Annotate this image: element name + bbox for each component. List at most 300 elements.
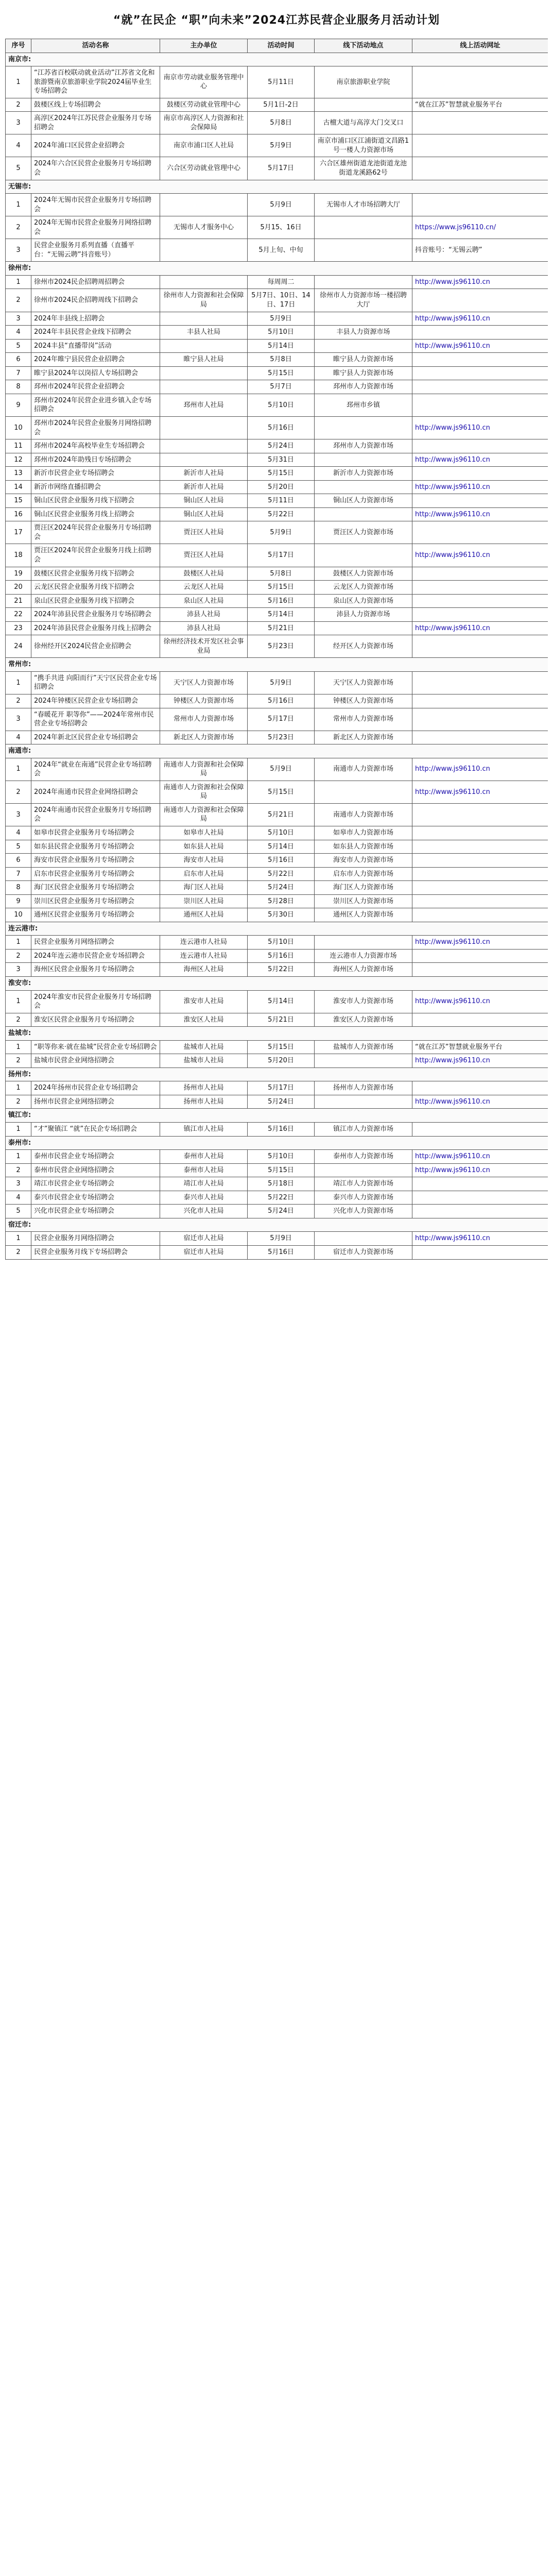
cell-organizer: 连云港市人社局 [160, 949, 248, 963]
cell-index: 4 [6, 826, 31, 840]
cell-index: 3 [6, 963, 31, 977]
cell-event-name: 2024年无锡市民营企业服务月专场招聘会 [31, 194, 160, 216]
cell-index: 2 [6, 1245, 31, 1259]
table-row [6, 621, 548, 635]
cell-organizer: 淮安市人社局 [160, 990, 248, 1013]
cell-event-name: 泰州市民营企业网络招聘会 [31, 1163, 160, 1177]
cell-offline-location [315, 216, 412, 239]
cell-online-url [412, 708, 548, 731]
cell-online-url [412, 1123, 548, 1137]
cell-event-time: 5月11日 [248, 66, 315, 98]
cell-offline-location: 徐州市人力资源市场一楼招聘大厅 [315, 289, 412, 312]
table-row [6, 1150, 548, 1164]
cell-event-name: 民营企业服务月系列直播（直播平台：“无锡云聘”抖音账号） [31, 239, 160, 262]
cell-event-time: 5月9日 [248, 194, 315, 216]
cell-index: 17 [6, 521, 31, 544]
cell-event-name: 徐州市2024民企招聘周线下招聘会 [31, 289, 160, 312]
cell-online-url [412, 380, 548, 394]
cell-online-url [412, 1191, 548, 1205]
cell-event-name: 徐州市2024民企招聘周招聘会 [31, 275, 160, 289]
header-offline-location: 线下活动地点 [315, 39, 412, 53]
cell-organizer: 鼓楼区人社局 [160, 567, 248, 581]
cell-offline-location [315, 1054, 412, 1068]
cell-offline-location [315, 453, 412, 467]
cell-index: 3 [6, 112, 31, 134]
cell-event-time: 5月16日 [248, 854, 315, 868]
table-row [6, 216, 548, 239]
online-url-link[interactable]: http://www.js96110.cn [415, 551, 490, 560]
cell-online-url [412, 134, 548, 157]
cell-event-time: 5月15日 [248, 581, 315, 595]
cell-offline-location: 如东县人力资源市场 [315, 840, 412, 854]
cell-offline-location: 古檀大道与高淳大门交叉口 [315, 112, 412, 134]
table-row [6, 708, 548, 731]
cell-index: 15 [6, 494, 31, 508]
cell-event-time: 5月16日 [248, 694, 315, 708]
cell-event-time: 5月28日 [248, 894, 315, 908]
cell-organizer: 连云港市人社局 [160, 936, 248, 950]
cell-online-url [412, 216, 548, 239]
cell-event-name: 贾汪区2024年民营企业服务月线上招聘会 [31, 544, 160, 567]
online-url-link[interactable]: http://www.js96110.cn [415, 1057, 490, 1065]
city-name: 盐城市: [6, 1027, 548, 1041]
cell-online-url [412, 1205, 548, 1218]
header-event-time: 活动时间 [248, 39, 315, 53]
cell-index: 2 [6, 289, 31, 312]
cell-online-url [412, 854, 548, 868]
cell-offline-location [315, 781, 412, 803]
online-url-link[interactable]: http://www.js96110.cn [415, 1234, 490, 1243]
cell-index: 1 [6, 66, 31, 98]
cell-offline-location: 睢宁县人力资源市场 [315, 353, 412, 367]
cell-online-url [412, 635, 548, 658]
online-url-link[interactable]: http://www.js96110.cn [415, 765, 490, 773]
cell-event-time: 5月9日 [248, 521, 315, 544]
cell-offline-location: 铜山区人力资源市场 [315, 494, 412, 508]
cell-event-time: 5月21日 [248, 803, 315, 826]
city-section-row [6, 1067, 548, 1081]
header-organizer: 主办单位 [160, 39, 248, 53]
cell-event-time: 5月22日 [248, 867, 315, 881]
cell-event-name: 民营企业服务月网络招聘会 [31, 936, 160, 950]
cell-organizer: 贾汪区人社局 [160, 521, 248, 544]
cell-event-time: 5月16日 [248, 1123, 315, 1137]
table-row [6, 1191, 548, 1205]
cell-offline-location: 经开区人力资源市场 [315, 635, 412, 658]
cell-organizer: 扬州市人社局 [160, 1095, 248, 1109]
cell-online-url [412, 1177, 548, 1191]
cell-event-time: 5月8日 [248, 112, 315, 134]
cell-event-name: 新沂市民营企业专场招聘会 [31, 467, 160, 481]
cell-event-name: 鼓楼区线上专场招聘会 [31, 98, 160, 112]
cell-offline-location [315, 480, 412, 494]
cell-index: 16 [6, 507, 31, 521]
cell-event-name: 2024年淮安市民营企业服务月专场招聘会 [31, 990, 160, 1013]
cell-event-name: 2024年连云港市民营企业专场招聘会 [31, 949, 160, 963]
cell-index: 18 [6, 544, 31, 567]
cell-organizer [160, 275, 248, 289]
cell-index: 1 [6, 1040, 31, 1054]
cell-index: 24 [6, 635, 31, 658]
table-row [6, 467, 548, 481]
cell-event-name: 云龙区民营企业服务月线下招聘会 [31, 581, 160, 595]
cell-event-time: 5月22日 [248, 507, 315, 521]
cell-event-name: 盐城市民营企业网络招聘会 [31, 1054, 160, 1068]
cell-index: 1 [6, 1232, 31, 1246]
cell-index: 8 [6, 380, 31, 394]
cell-index: 1 [6, 990, 31, 1013]
cell-index: 5 [6, 840, 31, 854]
cell-event-name: 如东县民营企业服务月专场招聘会 [31, 840, 160, 854]
cell-organizer: 宿迁市人社局 [160, 1245, 248, 1259]
cell-offline-location: 新沂市人力资源市场 [315, 467, 412, 481]
cell-offline-location: 南通市人力资源市场 [315, 803, 412, 826]
table-row [6, 380, 548, 394]
online-url-link[interactable]: http://www.js96110.cn [415, 788, 490, 796]
cell-organizer [160, 239, 248, 262]
table-row [6, 353, 548, 367]
cell-offline-location: 六合区雄州街道龙池街道龙池街道龙溪路62号 [315, 157, 412, 180]
cell-index: 11 [6, 439, 31, 453]
cell-organizer: 新北区人力资源市场 [160, 731, 248, 744]
cell-online-url [412, 366, 548, 380]
cell-index: 3 [6, 312, 31, 326]
city-section-row [6, 744, 548, 758]
table-row [6, 312, 548, 326]
table-row [6, 671, 548, 694]
cell-event-time: 5月15日 [248, 1040, 315, 1054]
cell-event-name: 高淳区2024年江苏民营企业服务月专场招聘会 [31, 112, 160, 134]
cell-event-time: 5月9日 [248, 671, 315, 694]
cell-event-time: 5月23日 [248, 635, 315, 658]
cell-offline-location: 泉山区人力资源市场 [315, 594, 412, 608]
cell-index: 9 [6, 894, 31, 908]
cell-organizer: 靖江市人社局 [160, 1177, 248, 1191]
cell-index: 12 [6, 453, 31, 467]
cell-event-name: 靖江市民营企业专场招聘会 [31, 1177, 160, 1191]
city-name: 淮安市: [6, 977, 548, 991]
cell-event-time: 5月10日 [248, 326, 315, 340]
cell-index: 3 [6, 239, 31, 262]
cell-organizer: 徐州市人力资源和社会保障局 [160, 289, 248, 312]
table-row [6, 1245, 548, 1259]
online-url-link[interactable]: http://www.js96110.cn [415, 342, 490, 350]
cell-offline-location: 海安市人力资源市场 [315, 854, 412, 868]
cell-event-name: “春暖花开 职等你”——2024年常州市民营企业专场招聘会 [31, 708, 160, 731]
cell-offline-location [315, 239, 412, 262]
table-row [6, 594, 548, 608]
cell-organizer: 南通市人力资源和社会保障局 [160, 803, 248, 826]
cell-online-url [412, 1245, 548, 1259]
cell-index: 2 [6, 694, 31, 708]
table-row [6, 112, 548, 134]
cell-event-time: 5月7日 [248, 380, 315, 394]
cell-offline-location: 邳州市人力资源市场 [315, 380, 412, 394]
online-url-link[interactable]: http://www.js96110.cn [415, 483, 490, 491]
online-url-link[interactable]: http://www.js96110.cn [415, 455, 490, 464]
cell-event-name: 新沂市网络直播招聘会 [31, 480, 160, 494]
cell-organizer: 南京市劳动就业服务管理中心 [160, 66, 248, 98]
cell-event-name: 海州区民营企业服务月专场招聘会 [31, 963, 160, 977]
cell-offline-location [315, 544, 412, 567]
table-row [6, 731, 548, 744]
cell-event-name: 贾汪区2024年民营企业服务月专场招聘会 [31, 521, 160, 544]
table-row [6, 157, 548, 180]
cell-index: 10 [6, 416, 31, 439]
cell-offline-location: 新北区人力资源市场 [315, 731, 412, 744]
table-row [6, 936, 548, 950]
table-row [6, 239, 548, 262]
cell-event-name: “职等你来·就在盐城”民营企业专场招聘会 [31, 1040, 160, 1054]
cell-index: 5 [6, 157, 31, 180]
cell-offline-location: 天宁区人力资源市场 [315, 671, 412, 694]
cell-online-url [412, 1013, 548, 1027]
cell-online-url [412, 936, 548, 950]
cell-event-name: 2024年沛县民营企业服务月线上招聘会 [31, 621, 160, 635]
cell-organizer: 启东市人社局 [160, 867, 248, 881]
cell-organizer [160, 194, 248, 216]
cell-index: 4 [6, 731, 31, 744]
cell-organizer: 海安市人社局 [160, 854, 248, 868]
cell-organizer: 如东县人社局 [160, 840, 248, 854]
cell-offline-location: 云龙区人力资源市场 [315, 581, 412, 595]
cell-organizer [160, 380, 248, 394]
cell-event-name: 徐州经开区2024民营企业招聘会 [31, 635, 160, 658]
cell-offline-location: 兴化市人力资源市场 [315, 1205, 412, 1218]
cell-index: 7 [6, 867, 31, 881]
cell-organizer: 通州区人社局 [160, 908, 248, 922]
cell-event-name: 启东市民营企业服务月专场招聘会 [31, 867, 160, 881]
cell-offline-location [315, 1095, 412, 1109]
cell-online-url [412, 781, 548, 803]
cell-event-time: 5月7日、10日、14日、17日 [248, 289, 315, 312]
cell-organizer: 铜山区人社局 [160, 494, 248, 508]
online-url-link[interactable]: http://www.js96110.cn [415, 314, 490, 323]
cell-offline-location: 崇川区人力资源市场 [315, 894, 412, 908]
cell-online-url [412, 803, 548, 826]
cell-online-url [412, 507, 548, 521]
cell-offline-location [315, 312, 412, 326]
cell-online-url [412, 394, 548, 416]
cell-organizer: 南京市浦口区人社局 [160, 134, 248, 157]
cell-online-url [412, 289, 548, 312]
cell-event-time: 5月23日 [248, 731, 315, 744]
cell-offline-location: 南京市浦口区江浦街道文昌路1号一楼人力资源市场 [315, 134, 412, 157]
cell-event-time: 5月15、16日 [248, 216, 315, 239]
plan-table [5, 39, 548, 1260]
cell-event-name: 2024年南通市民营企业服务月专场招聘会 [31, 803, 160, 826]
cell-offline-location [315, 339, 412, 353]
cell-online-url [412, 1081, 548, 1095]
online-url-link[interactable]: http://www.js96110.cn [415, 510, 490, 518]
table-row [6, 480, 548, 494]
cell-event-time: 5月24日 [248, 439, 315, 453]
cell-online-url [412, 963, 548, 977]
cell-organizer: 睢宁县人社局 [160, 353, 248, 367]
online-url-link[interactable]: http://www.js96110.cn [415, 1097, 490, 1106]
city-section-row [6, 922, 548, 936]
cell-offline-location: 无锡市人才市场招聘大厅 [315, 194, 412, 216]
cell-organizer: 泰兴市人社局 [160, 1191, 248, 1205]
city-name: 泰州市: [6, 1136, 548, 1150]
cell-event-time: 5月11日 [248, 494, 315, 508]
cell-organizer: 淮安区人社局 [160, 1013, 248, 1027]
city-section-row [6, 262, 548, 276]
cell-event-time: 5月16日 [248, 949, 315, 963]
cell-offline-location: 靖江市人力资源市场 [315, 1177, 412, 1191]
cell-event-name: 泰兴市民营企业专场招聘会 [31, 1191, 160, 1205]
table-row [6, 366, 548, 380]
city-section-row [6, 1027, 548, 1041]
cell-offline-location: 海州区人力资源市场 [315, 963, 412, 977]
cell-index: 7 [6, 366, 31, 380]
cell-organizer: 丰县人社局 [160, 326, 248, 340]
cell-online-url [412, 694, 548, 708]
table-row [6, 581, 548, 595]
city-name: 南通市: [6, 744, 548, 758]
cell-offline-location [315, 416, 412, 439]
cell-index: 2 [6, 1095, 31, 1109]
online-url-link[interactable]: http://www.js96110.cn [415, 1153, 490, 1161]
cell-event-time: 5月15日 [248, 781, 315, 803]
table-row [6, 275, 548, 289]
cell-index: 1 [6, 194, 31, 216]
cell-event-name: 2024年睢宁县民营企业招聘会 [31, 353, 160, 367]
table-row [6, 326, 548, 340]
cell-offline-location: 常州市人力资源市场 [315, 708, 412, 731]
online-url-link[interactable]: http://www.js96110.cn [415, 1166, 490, 1174]
cell-index: 4 [6, 1191, 31, 1205]
cell-index: 1 [6, 1123, 31, 1137]
cell-index: 6 [6, 854, 31, 868]
cell-index: 5 [6, 339, 31, 353]
table-row [6, 608, 548, 622]
cell-offline-location: 丰县人力资源市场 [315, 326, 412, 340]
table-row [6, 567, 548, 581]
cell-index: 2 [6, 949, 31, 963]
cell-online-url [412, 826, 548, 840]
online-url-link[interactable]: https://www.js96110.cn/ [415, 223, 496, 231]
cell-offline-location [315, 1232, 412, 1246]
cell-event-name: 铜山区民营企业服务月线下招聘会 [31, 494, 160, 508]
cell-index: 3 [6, 803, 31, 826]
cell-offline-location: 镇江市人力资源市场 [315, 1123, 412, 1137]
table-row [6, 194, 548, 216]
cell-online-url [412, 480, 548, 494]
cell-organizer: 云龙区人社局 [160, 581, 248, 595]
table-row [6, 289, 548, 312]
cell-online-url: “就在江苏”智慧就业服务平台 [412, 1040, 548, 1054]
cell-online-url [412, 312, 548, 326]
cell-event-name: 邳州市2024年民营企业服务月网络招聘会 [31, 416, 160, 439]
cell-event-time: 5月16日 [248, 416, 315, 439]
city-name: 扬州市: [6, 1067, 548, 1081]
cell-offline-location: 泰州市人力资源市场 [315, 1150, 412, 1164]
cell-event-name: 邳州市2024年民营企业招聘会 [31, 380, 160, 394]
online-url-link[interactable]: http://www.js96110.cn [415, 997, 490, 1006]
cell-index: 14 [6, 480, 31, 494]
cell-organizer: 盐城市人社局 [160, 1054, 248, 1068]
cell-event-name: 泉山区民营企业服务月线下招聘会 [31, 594, 160, 608]
cell-event-time: 5月24日 [248, 1095, 315, 1109]
cell-organizer: 泰州市人社局 [160, 1150, 248, 1164]
cell-offline-location [315, 1163, 412, 1177]
cell-event-time: 5月14日 [248, 339, 315, 353]
cell-online-url [412, 416, 548, 439]
cell-offline-location [315, 621, 412, 635]
table-row [6, 826, 548, 840]
city-name: 无锡市: [6, 180, 548, 194]
table-row [6, 134, 548, 157]
cell-online-url [412, 881, 548, 895]
cell-offline-location: 宿迁市人力资源市场 [315, 1245, 412, 1259]
cell-organizer [160, 312, 248, 326]
cell-organizer: 沛县人社局 [160, 621, 248, 635]
cell-index: 2 [6, 781, 31, 803]
table-row [6, 66, 548, 98]
cell-index: 9 [6, 394, 31, 416]
cell-online-url [412, 949, 548, 963]
cell-organizer: 如皋市人社局 [160, 826, 248, 840]
plan-table-container [5, 39, 548, 2576]
cell-offline-location [315, 98, 412, 112]
cell-offline-location: 如皋市人力资源市场 [315, 826, 412, 840]
cell-event-time: 5月17日 [248, 544, 315, 567]
cell-event-name: 2024年南通市民营企业网络招聘会 [31, 781, 160, 803]
online-url-link[interactable]: http://www.js96110.cn [415, 278, 490, 286]
cell-event-time: 5月16日 [248, 1245, 315, 1259]
header-event-name: 活动名称 [31, 39, 160, 53]
online-url-link[interactable]: http://www.js96110.cn [415, 938, 490, 946]
cell-online-url [412, 467, 548, 481]
cell-event-name: 2024年浦口区民营企业招聘会 [31, 134, 160, 157]
table-row [6, 1095, 548, 1109]
city-name: 连云港市: [6, 922, 548, 936]
table-row [6, 803, 548, 826]
cell-event-time: 5月20日 [248, 480, 315, 494]
cell-event-time: 5月16日 [248, 594, 315, 608]
cell-index: 1 [6, 936, 31, 950]
cell-online-url [412, 581, 548, 595]
city-name: 镇江市: [6, 1109, 548, 1123]
cell-index: 3 [6, 708, 31, 731]
cell-event-name: 民营企业服务月网络招聘会 [31, 1232, 160, 1246]
cell-online-url: 抖音账号：“无锡云聘” [412, 239, 548, 262]
cell-event-name: 2024年丰县民营企业线下招聘会 [31, 326, 160, 340]
cell-index: 2 [6, 98, 31, 112]
cell-event-time: 5月31日 [248, 453, 315, 467]
cell-offline-location [315, 275, 412, 289]
cell-event-name: 2024年钟楼区民营企业专场招聘会 [31, 694, 160, 708]
cell-event-name: 邳州市2024年高校毕业生专场招聘会 [31, 439, 160, 453]
cell-event-name: 睢宁县2024年以岗招人专场招聘会 [31, 366, 160, 380]
cell-online-url [412, 908, 548, 922]
online-url-link[interactable]: http://www.js96110.cn [415, 423, 490, 432]
online-url-link[interactable]: http://www.js96110.cn [415, 624, 490, 632]
header-index: 序号 [6, 39, 31, 53]
cell-online-url [412, 1150, 548, 1164]
table-row [6, 894, 548, 908]
cell-organizer: 南通市人力资源和社会保障局 [160, 781, 248, 803]
cell-online-url [412, 758, 548, 781]
cell-online-url [412, 353, 548, 367]
cell-online-url [412, 157, 548, 180]
city-section-row [6, 1218, 548, 1232]
cell-offline-location: 启东市人力资源市场 [315, 867, 412, 881]
cell-index: 23 [6, 621, 31, 635]
cell-organizer [160, 339, 248, 353]
cell-index: 8 [6, 881, 31, 895]
